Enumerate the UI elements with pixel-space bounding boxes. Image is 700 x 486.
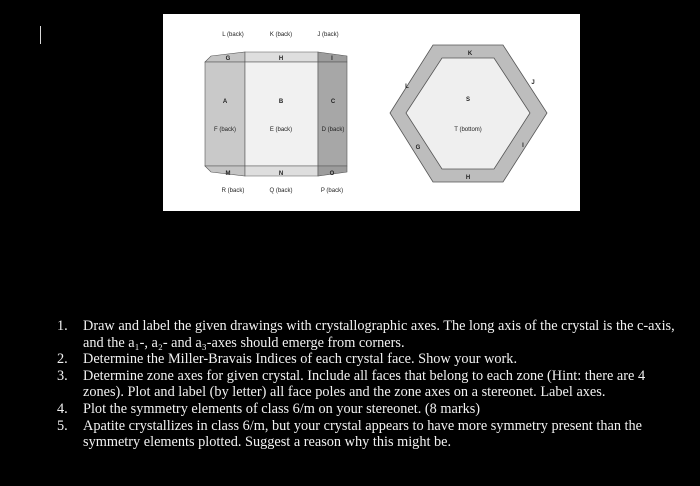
label-j-back: J (back) <box>317 32 339 38</box>
label-a: A <box>222 99 228 105</box>
question-number: 4. <box>57 400 68 417</box>
label-b: B <box>278 99 284 105</box>
question-5 <box>57 418 682 451</box>
label-h-hex: H <box>465 175 471 181</box>
label-f-back: F (back) <box>213 127 237 133</box>
label-i: I <box>331 56 333 62</box>
question-number: 1. <box>57 318 68 334</box>
question-number: 5. <box>57 417 68 434</box>
label-g: G <box>225 56 231 62</box>
label-k-back: K (back) <box>269 32 293 38</box>
label-q-back: Q (back) <box>269 188 293 194</box>
label-l-back: L (back) <box>222 32 244 38</box>
crystal-drawings <box>163 14 580 211</box>
question-text: Plot the symmetry elements of class 6/m on your stereonet. (8 marks) <box>83 400 481 417</box>
face-a-shape <box>205 62 245 166</box>
label-e-back: E (back) <box>269 127 293 133</box>
label-i-hex: I <box>522 143 524 149</box>
face-b-shape <box>245 62 318 166</box>
question-list <box>57 318 682 451</box>
question-number: 3. <box>57 367 68 384</box>
hex-view <box>390 45 547 182</box>
label-p-back: P (back) <box>320 188 344 194</box>
label-s: S <box>465 97 471 103</box>
label-o: O <box>329 171 335 177</box>
question-text: Draw and label the given drawings with crystallographic axes. The long axis of the crystal is the c-axis, and the a₁-, a₂- and a₃-axes should emerge from corners. <box>83 318 675 351</box>
label-r-back: R (back) <box>221 188 245 194</box>
label-k-hex: K <box>467 51 473 57</box>
question-1 <box>57 318 682 351</box>
crystal-figure <box>163 14 580 211</box>
question-3 <box>57 368 682 401</box>
label-c: C <box>330 99 336 105</box>
label-m: M <box>225 171 231 177</box>
label-n: N <box>278 171 284 177</box>
question-text: Determine zone axes for given crystal. Include all faces that belong to each zone (Hint: there are 4 zones). Plot and label (by letter) all face poles and the zone axes on a stereonet. Label axes. <box>83 367 646 401</box>
prism-view <box>205 32 347 194</box>
label-d-back: D (back) <box>321 127 345 133</box>
face-c-shape <box>318 62 347 166</box>
label-g-hex: G <box>415 145 421 151</box>
question-2 <box>57 351 682 368</box>
question-text: Apatite crystallizes in class 6/m, but your crystal appears to have more symmetry present than the symmetry elements plotted. Suggest a reason why this might be. <box>83 417 643 451</box>
label-h: H <box>278 56 284 62</box>
question-number: 2. <box>57 351 68 368</box>
label-j-hex: J <box>531 80 535 86</box>
question-text: Determine the Miller-Bravais Indices of each crystal face. Show your work. <box>83 351 518 368</box>
label-l-hex: L <box>405 84 409 90</box>
label-t-bottom: T (bottom) <box>454 127 482 133</box>
text-cursor <box>40 26 41 44</box>
question-4 <box>57 401 682 418</box>
